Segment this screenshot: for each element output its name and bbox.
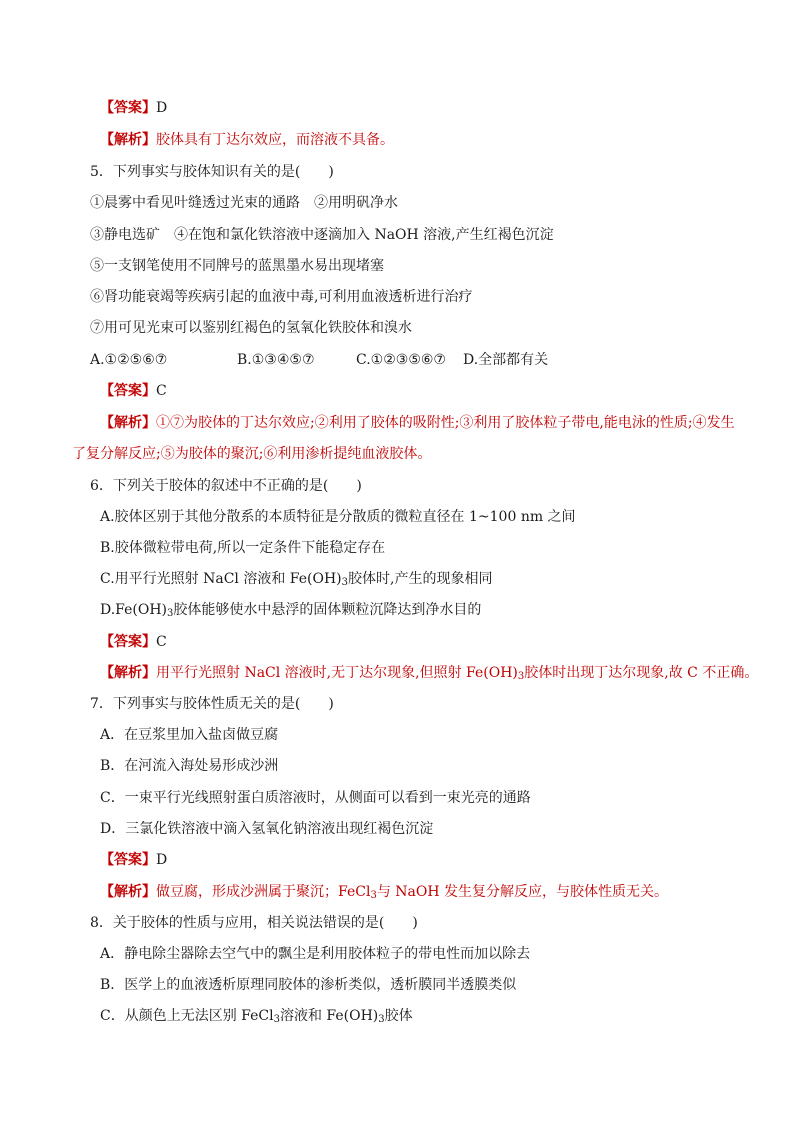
q5-item: ⑦用可见光束可以鉴别红褐色的氢氧化铁胶体和溴水 — [90, 320, 412, 336]
text: C．从颜色上无法区别 FeCl — [100, 1008, 274, 1024]
answer-value: D — [156, 852, 168, 868]
answer-label: 【答案】 — [100, 852, 156, 868]
q6-option-d — [100, 600, 481, 620]
q5-stem: 5．下列事实与胶体知识有关的是( ) — [90, 164, 334, 180]
q7-option-b: B．在河流入海处易形成沙洲 — [100, 758, 279, 774]
text: 溶液和 Fe(OH) — [279, 1008, 379, 1024]
q6-option-c — [100, 569, 492, 589]
q5-item: ⑤一支钢笔使用不同牌号的蓝黑墨水易出现堵塞 — [90, 258, 384, 274]
q6-answer — [100, 632, 167, 652]
subscript: 3 — [341, 577, 349, 588]
q6-option-a: A.胶体区别于其他分散系的本质特征是分散质的微粒直径在 1~100 nm 之间 — [100, 509, 576, 525]
q7-option-c: C．一束平行光线照射蛋白质溶液时，从侧面可以看到一束光亮的通路 — [100, 790, 531, 806]
q5-option-d: D.全部都有关 — [463, 352, 549, 368]
subscript: 3 — [167, 608, 174, 619]
answer-value: D — [156, 100, 168, 116]
q8-option-c — [100, 1006, 413, 1026]
q8-option-a: A．静电除尘器除去空气中的飘尘是利用胶体粒子的带电性而加以除去 — [100, 946, 531, 962]
subscript: 3 — [517, 671, 525, 682]
q6-stem: 6．下列关于胶体的叙述中不正确的是( ) — [90, 478, 362, 494]
q4-answer — [100, 98, 167, 118]
q5-item: ⑥肾功能衰竭等疾病引起的血液中毒,可利用血液透析进行治疗 — [90, 289, 473, 305]
q5-item: ①晨雾中看见叶缝透过光束的通路 ②用明矾净水 — [90, 195, 398, 211]
answer-label: 【答案】 — [100, 100, 156, 116]
q7-analysis — [100, 882, 668, 902]
q7-option-d: D．三氯化铁溶液中滴入氢氧化钠溶液出现红褐色沉淀 — [100, 821, 434, 837]
analysis-label: 【解析】 — [100, 884, 156, 900]
analysis-label: 【解析】 — [100, 665, 156, 681]
analysis-label: 【解析】 — [100, 132, 156, 148]
q6-analysis — [100, 663, 758, 683]
answer-value: C — [156, 383, 167, 399]
q7-answer — [100, 850, 167, 870]
q5-analysis-continued: 了复分解反应;⑤为胶体的聚沉;⑥利用渗析提纯血液胶体。 — [72, 446, 432, 462]
q4-analysis — [100, 130, 394, 150]
analysis-text: 胶体时出现丁达尔现象,故 C 不正确。 — [524, 665, 759, 681]
q6-option-b: B.胶体微粒带电荷,所以一定条件下能稳定存在 — [100, 540, 386, 556]
text: C.用平行光照射 NaCl 溶液和 Fe(OH) — [100, 571, 342, 587]
q7-stem: 7．下列事实与胶体性质无关的是( ) — [90, 696, 334, 712]
subscript: 3 — [378, 1014, 385, 1025]
analysis-label: 【解析】 — [100, 415, 156, 431]
analysis-text: 用平行光照射 NaCl 溶液时,无丁达尔现象,但照射 Fe(OH) — [156, 665, 518, 681]
q5-analysis — [100, 413, 735, 433]
subscript: 3 — [370, 890, 377, 901]
text: D.Fe(OH) — [100, 602, 168, 618]
analysis-text: ①⑦为胶体的丁达尔效应;②利用了胶体的吸附性;③利用了胶体粒子带电,能电泳的性质;④发生 — [156, 415, 735, 431]
answer-label: 【答案】 — [100, 383, 156, 399]
text: 胶体能够使水中悬浮的固体颗粒沉降达到净水目的 — [173, 602, 482, 618]
q5-option-b: B.①③④⑤⑦ — [237, 352, 315, 368]
q8-option-b: B．医学上的血液透析原理同胶体的渗析类似，透析膜同半透膜类似 — [100, 977, 517, 993]
q5-option-a: A.①②⑤⑥⑦ — [90, 352, 168, 368]
q8-stem: 8．关于胶体的性质与应用，相关说法错误的是( ) — [90, 915, 418, 931]
q5-item: ③静电选矿 ④在饱和氯化铁溶液中逐滴加入 NaOH 溶液,产生红褐色沉淀 — [90, 227, 554, 243]
analysis-text: 做豆腐，形成沙洲属于聚沉；FeCl — [156, 884, 371, 900]
text: 胶体 — [384, 1008, 413, 1024]
analysis-text: 胶体具有丁达尔效应，而溶液不具备。 — [156, 132, 394, 148]
subscript: 3 — [273, 1014, 280, 1025]
analysis-text: 与 NaOH 发生复分解反应，与胶体性质无关。 — [376, 884, 668, 900]
q5-answer — [100, 381, 167, 401]
answer-value: C — [156, 634, 167, 650]
text: 胶体时,产生的现象相同 — [348, 571, 493, 587]
q5-option-c: C.①②③⑤⑥⑦ — [356, 352, 446, 368]
answer-label: 【答案】 — [100, 634, 156, 650]
q7-option-a: A．在豆浆里加入盐卤做豆腐 — [100, 727, 279, 743]
